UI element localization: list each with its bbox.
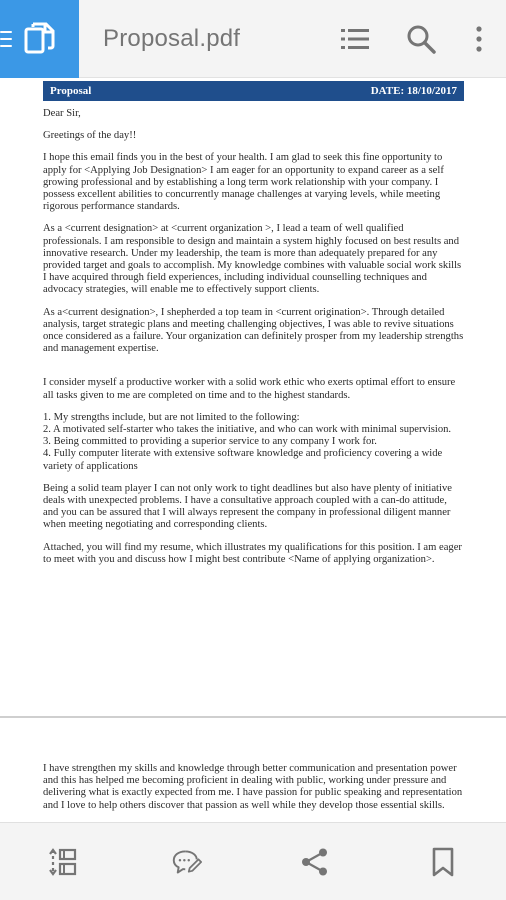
more-vert-icon[interactable] xyxy=(464,24,494,54)
fit-page-icon[interactable] xyxy=(48,847,78,877)
share-icon[interactable] xyxy=(300,847,330,877)
document-header-bar xyxy=(43,81,464,101)
paragraph: Attached, you will find my resume, which illustrates my qualifications for this position. I am eager to meet with you and discuss how I might best contribute <Name of applying organization>. xyxy=(43,541,462,565)
page-content xyxy=(43,81,464,566)
document-copy-icon xyxy=(24,22,56,56)
list-item: 2. A motivated self-starter who takes the initiative, and who can work with minimal supervision. xyxy=(43,424,452,436)
greeting: Greetings of the day!! xyxy=(43,130,137,142)
search-icon[interactable] xyxy=(406,24,436,54)
comment-edit-icon[interactable] xyxy=(172,847,202,877)
paragraph: I have strengthen my skills and knowledge through better communication and presentation power and this has helped me becoming proficient in dealing with public, working under pressure and delivering what is exactly expected from me. I have passion for public speaking and representation and I love to help others discover that passion as well while they develop those essential skills. xyxy=(43,763,463,811)
header-title: Proposal xyxy=(50,84,92,97)
document-tile-button[interactable] xyxy=(0,0,79,78)
app-bar xyxy=(0,0,506,78)
bottom-toolbar xyxy=(0,822,506,900)
document-page[interactable] xyxy=(28,78,478,716)
paragraph: I consider myself a productive worker with a solid work ethic who exerts optimal effort to ensure all tasks given to me are completed on time and to the highest standards. xyxy=(43,377,456,401)
header-date: DATE: 18/10/2017 xyxy=(370,84,457,97)
strengths-list xyxy=(43,412,464,473)
file-title: Proposal.pdf xyxy=(103,25,241,52)
document-page[interactable] xyxy=(28,718,478,822)
list-item: 1. My strengths include, but are not limited to the following: xyxy=(43,411,300,423)
menu-icon[interactable] xyxy=(0,29,14,49)
paragraph: I hope this email finds you in the best of your health. I am glad to seek this fine opportunity to apply for <Applying Job Designation> I am eager for an opportunity to expand career as a self growing professional and by establishing a long term work relationship with your company. I possess excellent abilities to concurrently manage challenges at varying levels, while meeting rigorous performance standards. xyxy=(43,152,444,213)
paragraph: As a<current designation>, I shepherded a top team in <current origination>. Through detailed analysis, target strategic plans and meeting challenging objectives, I was able to revive situations once considered as a failure. Your organization can definitely prosper from my leadership strengths and management expertise. xyxy=(43,306,464,355)
list-item: 4. Fully computer literate with extensive software knowledge and proficiency covering a wide variety of applications xyxy=(43,448,443,472)
salutation: Dear Sir, xyxy=(43,108,81,119)
paragraph: Being a solid team player I can not only work to tight deadlines but also have plenty of initiative deals with unexpected problems. I have a consultative approach coupled with a can-do attitude, and you can be assured that I will always represent the company in professional diligent manner when meeting negotiating and corresponding clients. xyxy=(43,482,452,531)
paragraph: As a <current designation> at <current organization >, I lead a team of well qualified professionals. I am responsible to design and maintain a system highly focused on best results and innovative research. Under my leadership, the team is more than adequately prepared for any provided target and goals to accomplish. My knowledge combines with valuable social work skills I have acquired through field experiences, including individual counselling techniques and advocacy strategies, will enable me to effectively support clients. xyxy=(43,223,462,296)
bookmark-icon[interactable] xyxy=(428,847,458,877)
list-item: 3. Being committed to providing a superior service to any company I work for. xyxy=(43,436,377,448)
page-content xyxy=(43,763,464,822)
list-icon[interactable] xyxy=(340,24,370,54)
